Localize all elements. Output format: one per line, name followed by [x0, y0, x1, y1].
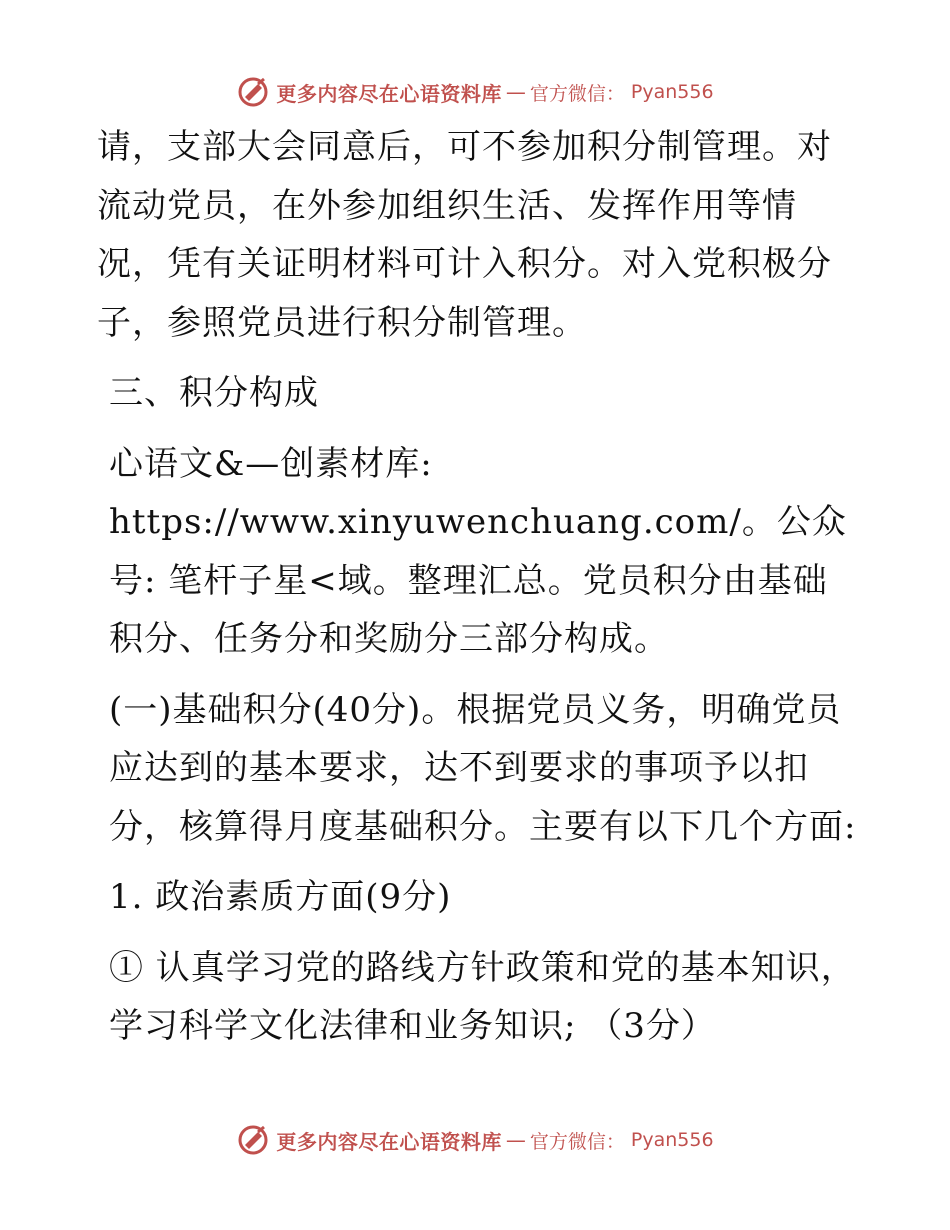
paragraph-composition: 心语文&—创素材库: https://www.xinyuwenchuang.com/。公众号: 笔杆子星<域。整理汇总。党员积分由基础积分、任务分和奖励分三部分构成。: [109, 443, 847, 659]
banner-subtitle: 官方微信：: [529, 82, 625, 105]
banner-subtitle: 官方微信：: [529, 1130, 625, 1153]
header-watermark: [0, 72, 950, 112]
banner-dash: —: [505, 1128, 526, 1152]
document-body: [97, 118, 857, 1056]
footer-watermark: [0, 1120, 950, 1160]
section-heading: 三、积分构成: [109, 373, 319, 413]
banner-wechat-id: Pyan556: [630, 81, 714, 103]
paragraph-item-1: ① 认真学习党的路线方针政策和党的基本知识，学习科学文化法律和业务知识; （3分）: [109, 947, 856, 1046]
banner-title: 更多内容尽在心语资料库: [276, 1129, 502, 1154]
logo-icon: [236, 75, 270, 109]
banner-dash: —: [505, 80, 526, 104]
banner-title: 更多内容尽在心语资料库: [276, 81, 502, 106]
logo-icon: [236, 1123, 270, 1157]
paragraph-basic-points: (一)基础积分(40分)。根据党员义务，明确党员应达到的基本要求，达不到要求的事项予以扣分，核算得月度基础积分。主要有以下几个方面:: [109, 689, 857, 847]
subsection-heading: 1. 政治素质方面(9分): [109, 877, 452, 917]
paragraph-intro: 请，支部大会同意后，可不参加积分制管理。对流动党员，在外参加组织生活、发挥作用等情况，凭有关证明材料可计入积分。对入党积极分子，参照党员进行积分制管理。: [97, 127, 832, 343]
banner-wechat-id: Pyan556: [630, 1129, 714, 1151]
